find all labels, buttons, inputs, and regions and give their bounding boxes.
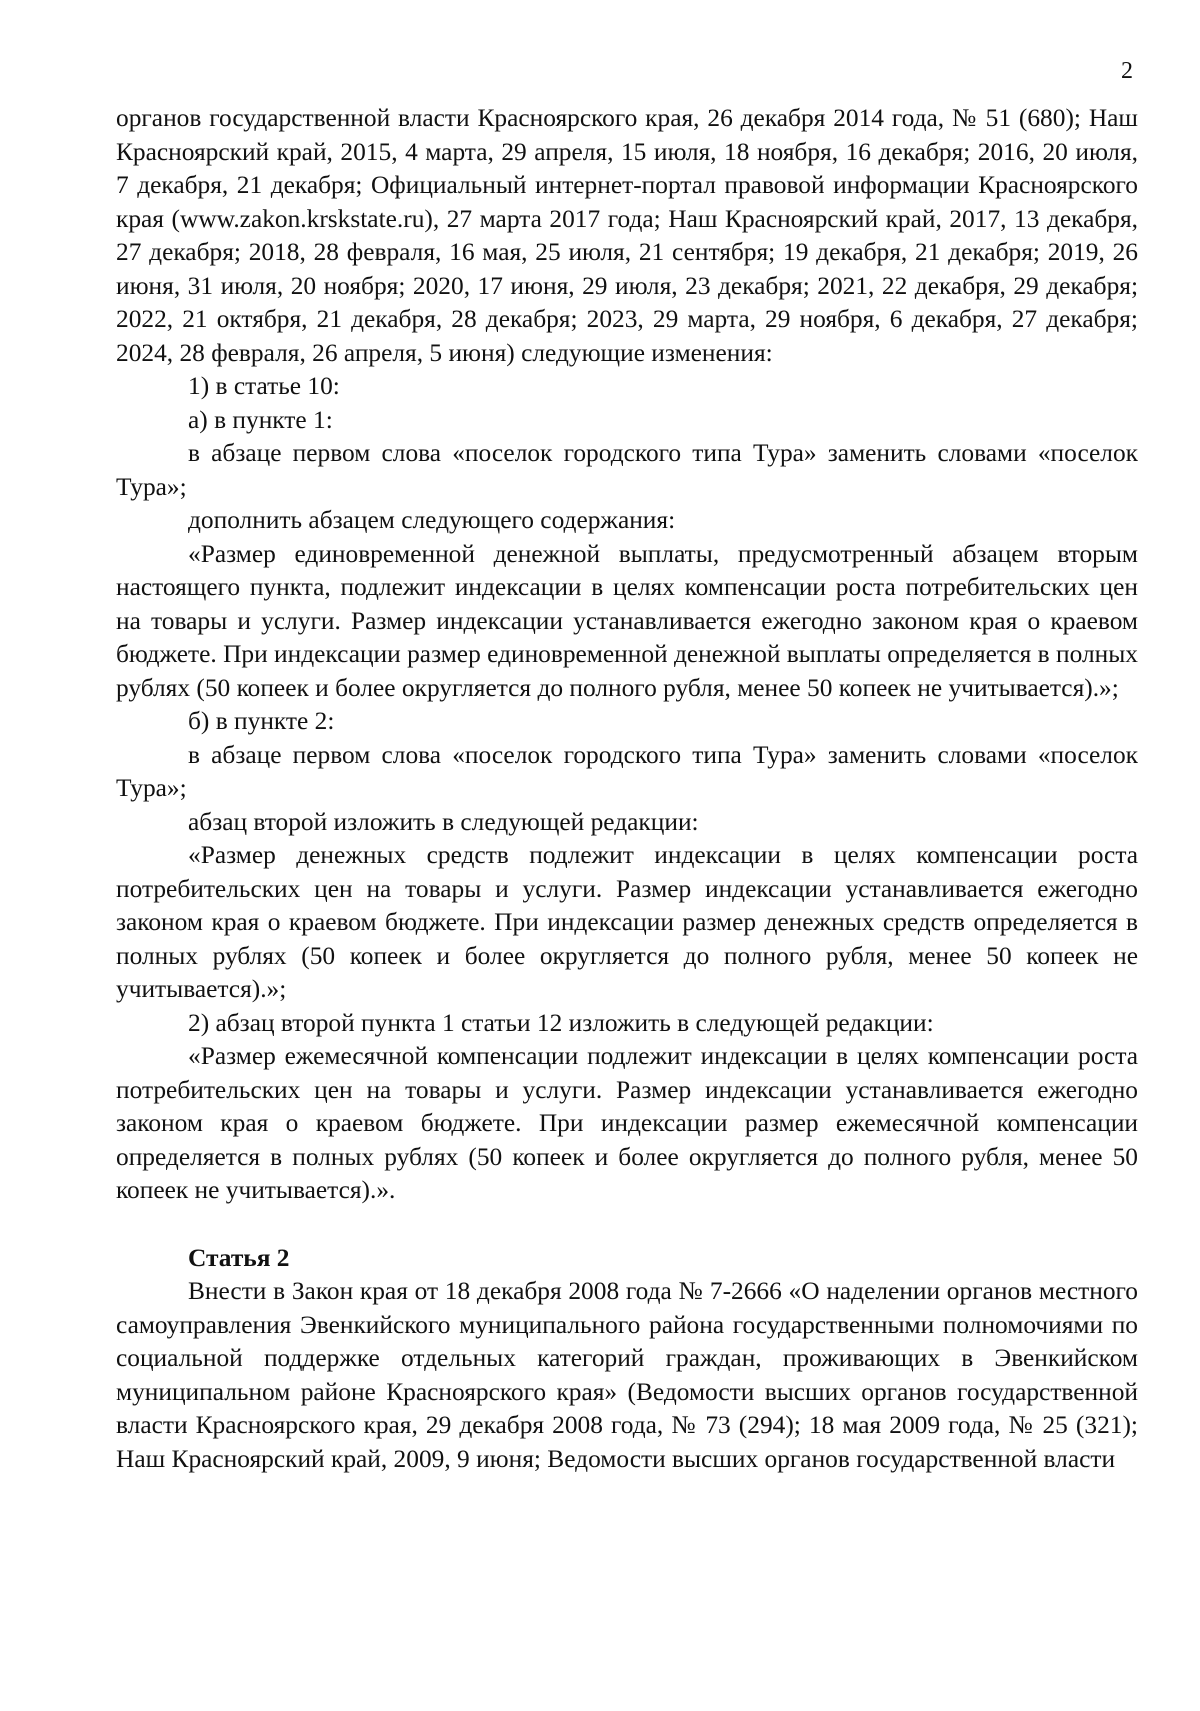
paragraph-law-sources-continuation: органов государственной власти Красноярского края, 26 декабря 2014 года, № 51 (680); Наш Красноярский край, 2015, 4 марта, 29 апреля, 15 июля, 18 ноября, 16 декабря; 2016, 20 июля, 7 декабря, 21 декабря; Официальный интернет-портал правовой информации Красноярского края (www.zakon.krskstate.ru), 27 марта 2017 года; Наш Красноярский край, 2017, 13 декабря, 27 декабря; 2018, 28 февраля, 16 мая, 25 июля, 21 сентября; 19 декабря, 21 декабря; 2019, 26 июня, 31 июля, 20 ноября; 2020, 17 июня, 29 июля, 23 декабря; 2021, 22 декабря, 29 декабря; 2022, 21 октября, 21 декабря, 28 декабря; 2023, 29 марта, 29 ноября, 6 декабря, 27 декабря; 2024, 28 февраля, 26 апреля, 5 июня) следующие изменения:	[116, 104, 1138, 367]
page-number: 2	[1121, 58, 1133, 84]
paragraph-subitem-b: б) в пункте 2:	[188, 707, 335, 735]
paragraph-item-1: 1) в статье 10:	[188, 372, 340, 400]
paragraph-quote-funds: «Размер денежных средств подлежит индексации в целях компенсации роста потребительских цен на товары и услуги. Размер индексации устанавливается ежегодно законом края о краевом бюджете. При индексации размер денежных средств определяется в полных рублях (50 копеек и более округляется до полного рубля, менее 50 копеек не учитывается).»;	[116, 841, 1138, 1003]
paragraph-replace-words-1: в абзаце первом слова «поселок городского типа Тура» заменить словами «поселок Тура»;	[116, 439, 1138, 501]
paragraph-quote-monthly-compensation: «Размер ежемесячной компенсации подлежит индексации в целях компенсации роста потребительских цен на товары и услуги. Размер индексации устанавливается ежегодно законом края о краевом бюджете. При индексации размер ежемесячной компенсации определяется в полных рублях (50 копеек и более округляется до полного рубля, менее 50 копеек не учитывается).».	[116, 1042, 1138, 1204]
paragraph-add-abzac: дополнить абзацем следующего содержания:	[188, 506, 676, 534]
paragraph-quote-lump-sum: «Размер единовременной денежной выплаты, предусмотренный абзацем вторым настоящего пункта, подлежит индексации в целях компенсации роста потребительских цен на товары и услуги. Размер индексации устанавливается ежегодно законом края о краевом бюджете. При индексации размер единовременной денежной выплаты определяется в полных рублях (50 копеек и более округляется до полного рубля, менее 50 копеек не учитывается).»;	[116, 539, 1138, 702]
article-2-heading: Статья 2	[188, 1243, 290, 1272]
paragraph-replace-words-2: в абзаце первом слова «поселок городского типа Тура» заменить словами «поселок Тура»;	[116, 740, 1138, 802]
paragraph-subitem-a: а) в пункте 1:	[188, 405, 333, 434]
paragraph-second-abzac: абзац второй изложить в следующей редакции:	[188, 807, 699, 836]
paragraph-item-2: 2) абзац второй пункта 1 статьи 12 изложить в следующей редакции:	[188, 1008, 934, 1037]
document-body	[116, 102, 1138, 1476]
paragraph-article-2-text: Внести в Закон края от 18 декабря 2008 года № 7-2666 «О наделении органов местного самоуправления Эвенкийского муниципального района государственными полномочиями по социальной поддержке отдельных категорий граждан, проживающих в Эвенкийском муниципальном районе Красноярского края» (Ведомости высших органов государственной власти Красноярского края, 29 декабря 2008 года, № 73 (294); 18 мая 2009 года, № 25 (321); Наш Красноярский край, 2009, 9 июня; Ведомости высших органов государственной власти	[116, 1277, 1138, 1473]
